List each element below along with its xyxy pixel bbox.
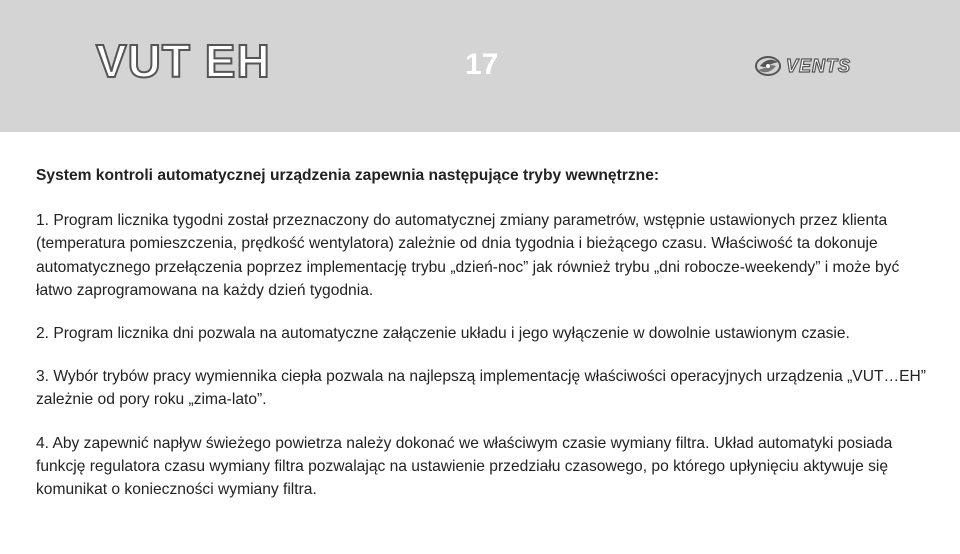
paragraph-2: 2. Program licznika dni pozwala na automatyczne załączenie układu i jego wyłączenie w dowolnie ustawionym czasie. — [36, 325, 850, 343]
paragraph-1: 1. Program licznika tygodni został przeznaczony do automatycznej zmiany parametrów, wstępnie ustawionych przez klienta (temperatura pomieszczenia, prędkość wentylatora) zależnie od dnia tygodnia i bieżącego czasu. Właściwość ta dokonuje automatycznego przełączenia poprzez implementację trybu „dzień-noc” jak również trybu „dni robocze-weekendy” i może być łatwo zaprogramowana na każdy dzień tygodnia. — [36, 212, 900, 299]
model-title: VUT EH — [96, 35, 271, 87]
paragraph-3: 3. Wybór trybów pracy wymiennika ciepła pozwala na najlepszą implementację właściwości operacyjnych urządzenia „VUT…EH” zależnie od pory roku „zima-lato”. — [36, 368, 926, 409]
fan-logo-icon — [754, 54, 784, 78]
page-number: 17 — [465, 48, 499, 81]
document-body — [36, 164, 936, 501]
brand-name: VENTS — [786, 56, 852, 76]
paragraph-4: 4. Aby zapewnić napływ świeżego powietrza należy dokonać we właściwym czasie wymiany filtra. Układ automatyki posiada funkcję regulatora czasu wymiany filtra pozwalając na ustawienie przedziału czasowego, po którego upłynięciu aktywuje się komunikat o konieczności wymiany filtra. — [36, 434, 893, 499]
vents-logo — [754, 54, 870, 78]
intro-heading: System kontroli automatycznej urządzenia zapewnia następujące tryby wewnętrzne: — [36, 167, 660, 184]
page-header — [0, 0, 960, 132]
